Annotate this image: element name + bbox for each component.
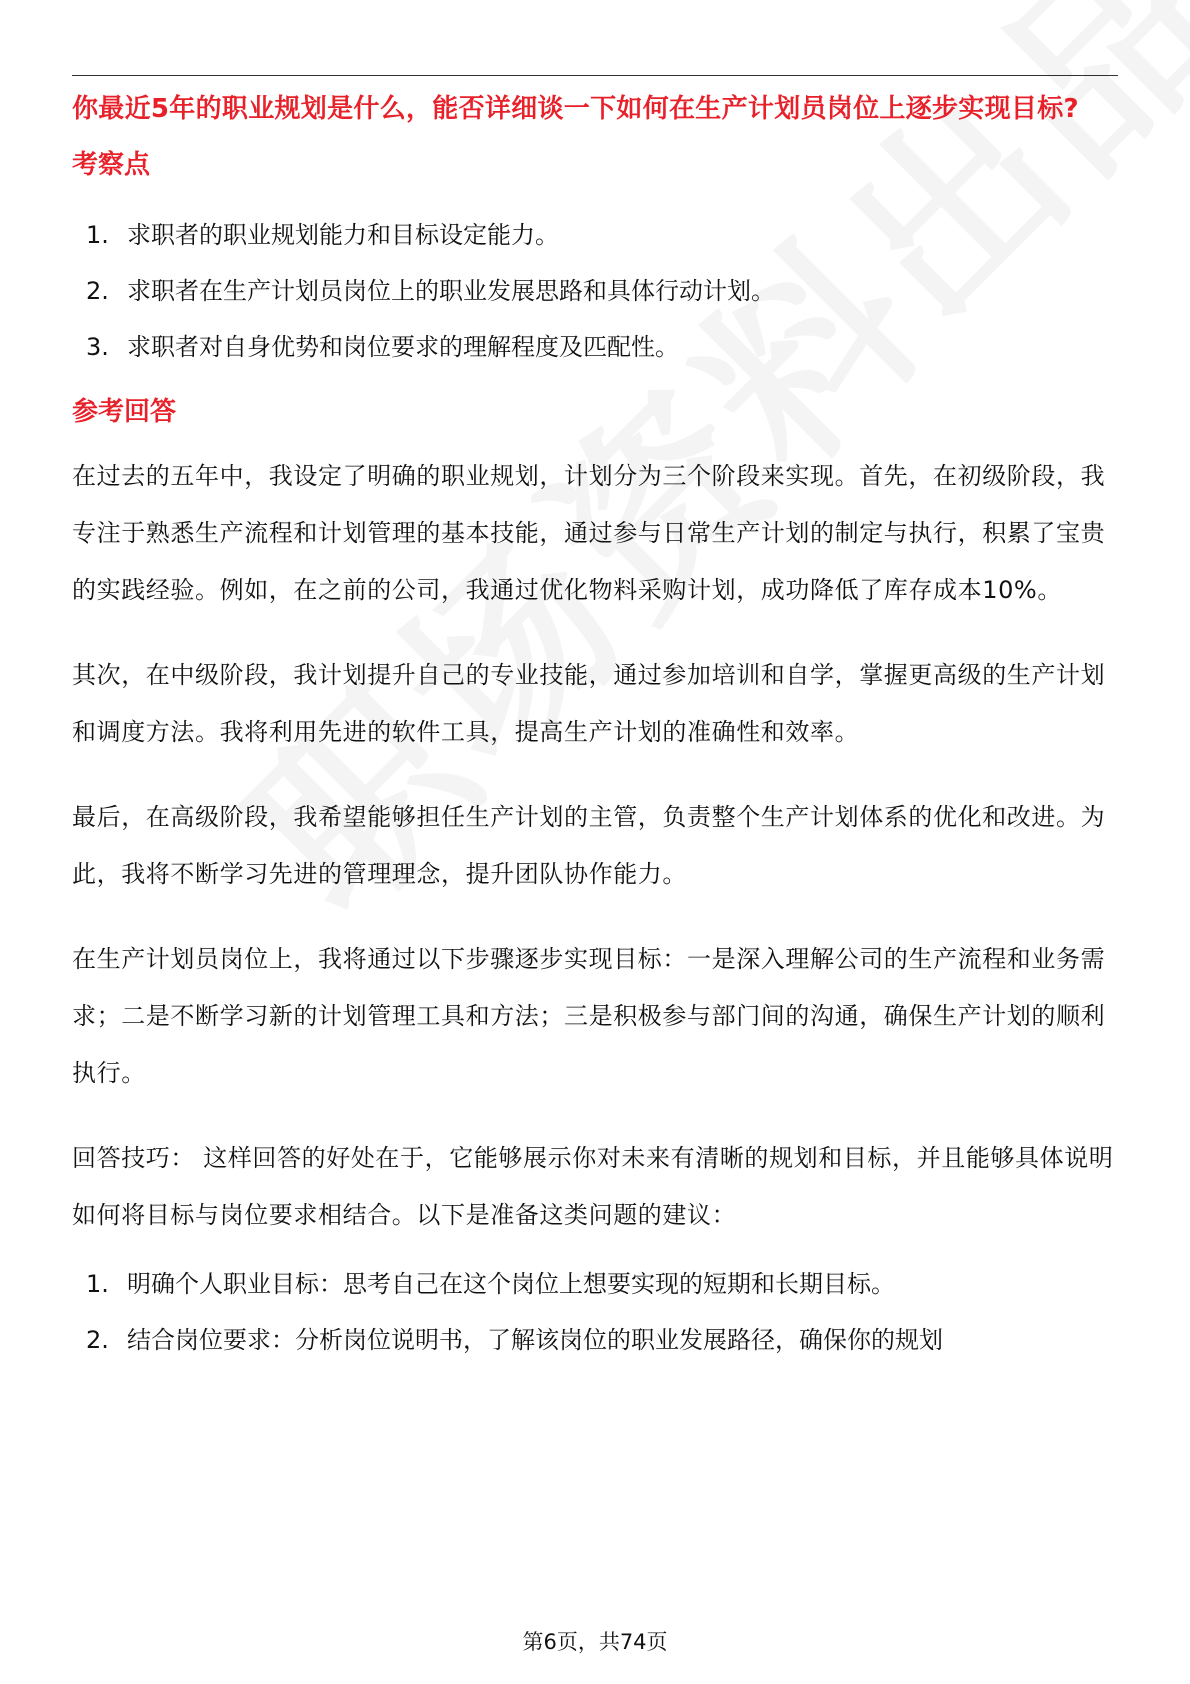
list-text: 求职者在生产计划员岗位上的职业发展思路和具体行动计划。 xyxy=(127,277,775,305)
list-text: 求职者对自身优势和岗位要求的理解程度及匹配性。 xyxy=(127,333,679,361)
list-number: 3. xyxy=(86,333,109,361)
question-heading: 你最近5年的职业规划是什么，能否详细谈一下如何在生产计划员岗位上逐步实现目标? xyxy=(72,94,1079,124)
exam-points-title: 考察点 xyxy=(72,150,151,180)
list-number: 1. xyxy=(86,221,109,249)
document-body xyxy=(72,90,1118,1378)
page-number-footer: 第6页，共74页 xyxy=(522,1630,668,1654)
list-item xyxy=(72,1322,1118,1358)
reference-answer-title: 参考回答 xyxy=(72,397,177,427)
tips-list xyxy=(72,1266,1118,1358)
answer-paragraph: 在生产计划员岗位上，我将通过以下步骤逐步实现目标：一是深入理解公司的生产流程和业务需求；二是不断学习新的计划管理工具和方法；三是积极参与部门间的沟通，确保生产计划的顺利执行。 xyxy=(72,945,1106,1087)
answer-paragraph: 在过去的五年中，我设定了明确的职业规划，计划分为三个阶段来实现。首先，在初级阶段，我专注于熟悉生产流程和计划管理的基本技能，通过参与日常生产计划的制定与执行，积累了宝贵的实践经验。例如，在之前的公司，我通过优化物料采购计划，成功降低了库存成本10%。 xyxy=(72,462,1106,604)
list-item xyxy=(72,273,1118,309)
list-item xyxy=(72,1266,1118,1302)
answer-paragraph: 其次，在中级阶段，我计划提升自己的专业技能，通过参加培训和自学，掌握更高级的生产计划和调度方法。我将利用先进的软件工具，提高生产计划的准确性和效率。 xyxy=(72,661,1106,746)
answer-paragraph: 最后，在高级阶段，我希望能够担任生产计划的主管，负责整个生产计划体系的优化和改进。为此，我将不断学习先进的管理理念，提升团队协作能力。 xyxy=(72,803,1106,888)
exam-points-list xyxy=(72,217,1118,365)
answer-tips-paragraph: 回答技巧： 这样回答的好处在于，它能够展示你对未来有清晰的规划和目标，并且能够具体说明如何将目标与岗位要求相结合。以下是准备这类问题的建议： xyxy=(72,1144,1114,1229)
list-number: 2. xyxy=(86,277,109,305)
top-divider xyxy=(72,75,1118,76)
list-text: 结合岗位要求：分析岗位说明书，了解该岗位的职业发展路径，确保你的规划 xyxy=(127,1326,943,1354)
list-item xyxy=(72,217,1118,253)
list-number: 1. xyxy=(86,1270,109,1298)
list-number: 2. xyxy=(86,1326,109,1354)
list-text: 求职者的职业规划能力和目标设定能力。 xyxy=(127,221,559,249)
list-text: 明确个人职业目标：思考自己在这个岗位上想要实现的短期和长期目标。 xyxy=(127,1270,895,1298)
list-item xyxy=(72,329,1118,365)
